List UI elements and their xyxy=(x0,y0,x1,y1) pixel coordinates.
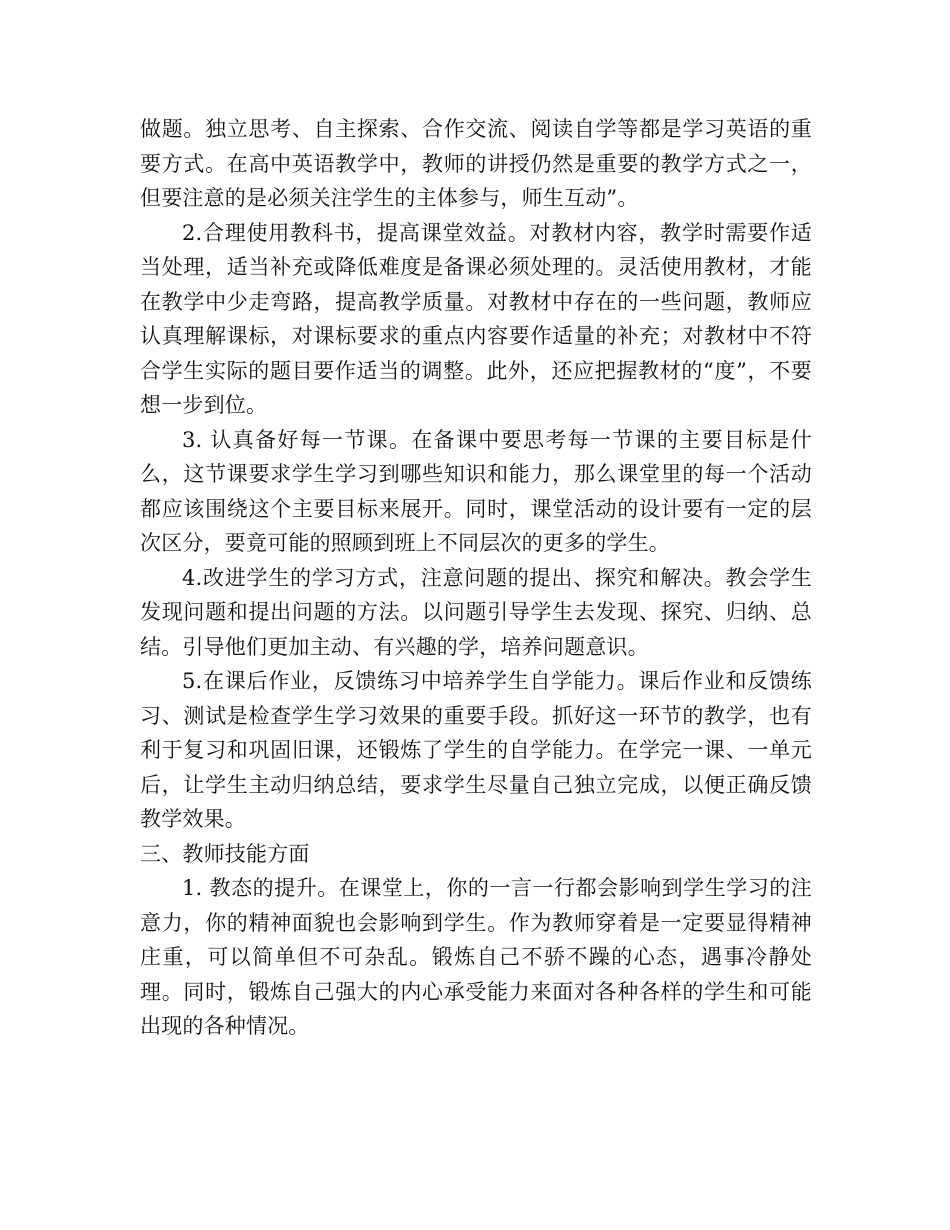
paragraph-item-2: 2.合理使用教科书，提高课堂效益。对教材内容，教学时需要作适当处理，适当补充或降低难度是备课必须处理的。灵活使用教材，才能在教学中少走弯路，提高教学质量。对教材中存在的一些问题，教师应认真理解课标，对课标要求的重点内容要作适量的补充；对教材中不符合学生实际的题目要作适当的调整。此外，还应把握教材的“度”，不要想一步到位。 xyxy=(140,220,812,417)
paragraph-item-5: 5.在课后作业，反馈练习中培养学生自学能力。课后作业和反馈练习、测试是检查学生学习效果的重要手段。抓好这一环节的教学，也有利于复习和巩固旧课，还锻炼了学生的自学能力。在学完一课、一单元后，让学生主动归纳总结，要求学生尽量自己独立完成，以便正确反馈教学效果。 xyxy=(140,669,812,831)
document-page xyxy=(140,112,812,1044)
paragraph-item-4: 4.改进学生的学习方式，注意问题的提出、探究和解决。教会学生发现问题和提出问题的方法。以问题引导学生去发现、探究、归纳、总结。引导他们更加主动、有兴趣的学，培养问题意识。 xyxy=(140,565,812,659)
paragraph-teacher-demeanor: 1. 教态的提升。在课堂上，你的一言一行都会影响到学生学习的注意力，你的精神面貌也会影响到学生。作为教师穿着是一定要显得精神庄重，可以简单但不可杂乱。锻炼自己不骄不躁的心态，遇事冷静处理。同时，锻炼自己强大的内心承受能力来面对各种各样的学生和可能出现的各种情况。 xyxy=(140,876,812,1038)
section-heading-teacher-skills: 三、教师技能方面 xyxy=(140,841,310,866)
paragraph-continuation: 做题。独立思考、自主探索、合作交流、阅读自学等都是学习英语的重要方式。在高中英语教学中，教师的讲授仍然是重要的教学方式之一，但要注意的是必须关注学生的主体参与，师生互动”。 xyxy=(140,117,812,210)
paragraph-item-3: 3. 认真备好每一节课。在备课中要思考每一节课的主要目标是什么，这节课要求学生学习到哪些知识和能力，那么课堂里的每一个活动都应该围绕这个主要目标来展开。同时，课堂活动的设计要有一定的层次区分，要竟可能的照顾到班上不同层次的更多的学生。 xyxy=(140,427,812,555)
